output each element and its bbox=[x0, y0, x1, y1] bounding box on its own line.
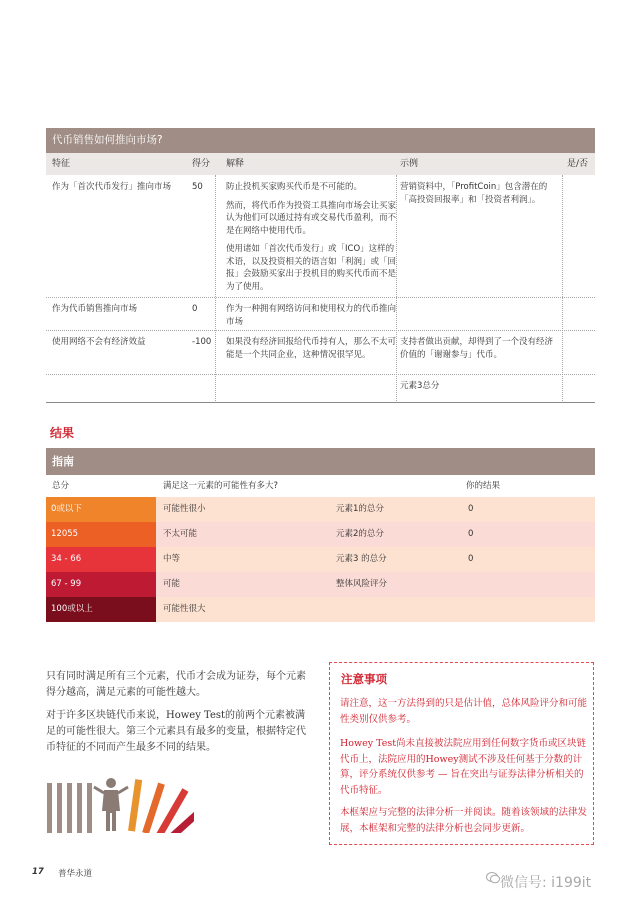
results-title: 结果 bbox=[50, 426, 75, 440]
guide-score-range: 100或以上 bbox=[46, 597, 156, 622]
total-label: 元素3总分 bbox=[400, 381, 440, 391]
row-feature: 作为「首次代币发行」推向市场 bbox=[52, 182, 172, 192]
domino-figure-icon bbox=[44, 775, 194, 833]
row-score: -100 bbox=[192, 337, 212, 347]
guide-likelihood: 中等 bbox=[163, 554, 181, 564]
total-row bbox=[46, 374, 595, 402]
guide-likelihood: 可能性很大 bbox=[163, 604, 206, 614]
header-total: 总分 bbox=[52, 481, 70, 491]
guide-element-label: 元素1的总分 bbox=[336, 504, 384, 514]
guide-row bbox=[46, 497, 595, 522]
row-score: 50 bbox=[192, 182, 203, 192]
explanation-paragraph: 使用诸如「首次代币发行」或「ICO」这样的术语，以及投资相关的语言如「利润」或「回报」会鼓励买家出于投机目的购买代币而不是为了使用。 bbox=[226, 244, 397, 292]
guide-element-label: 元素2的总分 bbox=[336, 529, 384, 539]
guide-element-label: 元素3 的总分 bbox=[336, 554, 387, 564]
guide-result-value: 0 bbox=[468, 504, 474, 514]
guide-row bbox=[46, 522, 595, 547]
notice-paragraph: 请注意，这一方法得到的只是估计值，总体风险评分和可能性类别仅供参考。 bbox=[340, 698, 588, 725]
header-example: 示例 bbox=[400, 159, 419, 169]
table-title: 代币销售如何推向市场? bbox=[46, 128, 595, 153]
wechat-icon bbox=[486, 871, 500, 884]
guide-score-range: 67 - 99 bbox=[46, 572, 156, 597]
guide-header-row bbox=[46, 475, 595, 497]
table-row bbox=[46, 297, 595, 330]
guide-title: 指南 bbox=[46, 448, 595, 475]
header-yes-no: 是/否 bbox=[567, 159, 589, 169]
firm-name: 普华永道 bbox=[58, 869, 93, 879]
guide-likelihood: 可能性很小 bbox=[163, 504, 206, 514]
row-feature: 作为代币销售推向市场 bbox=[52, 304, 138, 314]
guide-score-range: 34 - 66 bbox=[46, 547, 156, 572]
guide-likelihood: 可能 bbox=[163, 579, 181, 589]
row-example: 营销资料中，「ProfitCoin」包含潜在的「高投资回报率」和「投资者利润」。 bbox=[400, 182, 548, 205]
header-feature: 特征 bbox=[52, 159, 71, 169]
explanation-paragraph: 防止投机买家购买代币是不可能的。 bbox=[226, 182, 363, 192]
row-feature: 使用网络不会有经济效益 bbox=[52, 337, 146, 347]
body-paragraph: 对于许多区块链代币来说，Howey Test的前两个元素被满足的可能性很大。第三个元素具有最多的变量，根据特定代币特征的不同而产生最多不同的结果。 bbox=[46, 710, 306, 753]
page-number: 17 bbox=[32, 867, 44, 877]
guide-score-range: 12055 bbox=[46, 522, 156, 547]
row-explanation: 作为一种拥有网络访问和使用权力的代币推向市场 bbox=[226, 304, 397, 327]
explanation-paragraph: 然而，将代币作为投资工具推向市场会让买家认为他们可以通过持有或交易代币盈利，而不是在网络中使用代币。 bbox=[226, 200, 397, 236]
notice-paragraph: Howey Test尚未直接被法院应用到任何数字货币或区块链代币上，法院应用的Howey测试不涉及任何基于分数的计算，评分系统仅供参考 — 旨在突出与证券法律分析相关的代币特征。 bbox=[340, 738, 587, 796]
table-bottom-rule bbox=[46, 402, 595, 403]
table-row bbox=[46, 175, 595, 297]
header-likelihood: 满足这一元素的可能性有多大? bbox=[163, 481, 279, 491]
row-explanation bbox=[226, 181, 396, 299]
guide-score-range: 0或以下 bbox=[46, 497, 156, 522]
row-score: 0 bbox=[192, 304, 198, 314]
table-row bbox=[46, 330, 595, 374]
notice-paragraph: 本框架应与完整的法律分析一并阅读。随着该领域的法律发展，本框架和完整的法律分析也会同步更新。 bbox=[340, 807, 588, 834]
row-example: 支持者做出贡献，却得到了一个没有经济价值的「谢谢参与」代币。 bbox=[400, 337, 554, 360]
watermark: 微信号: i199it bbox=[500, 875, 592, 891]
body-paragraph: 只有同时满足所有三个元素，代币才会成为证券，每个元素得分越高，满足元素的可能性越大。 bbox=[46, 671, 306, 698]
notice-title: 注意事项 bbox=[341, 672, 387, 686]
header-explanation: 解释 bbox=[226, 159, 245, 169]
row-explanation: 如果没有经济回报给代币持有人，那么不太可能是一个共同企业，这种情况很罕见。 bbox=[226, 337, 397, 360]
guide-row bbox=[46, 572, 595, 597]
guide-row bbox=[46, 597, 595, 622]
table-header-row bbox=[46, 153, 595, 175]
guide-result-value: 0 bbox=[468, 554, 474, 564]
guide-element-label: 整体风险评分 bbox=[336, 579, 388, 589]
header-score: 得分 bbox=[192, 159, 211, 169]
guide-likelihood: 不太可能 bbox=[163, 529, 198, 539]
guide-row bbox=[46, 547, 595, 572]
header-your-result: 你的结果 bbox=[466, 481, 501, 491]
guide-result-value: 0 bbox=[468, 529, 474, 539]
